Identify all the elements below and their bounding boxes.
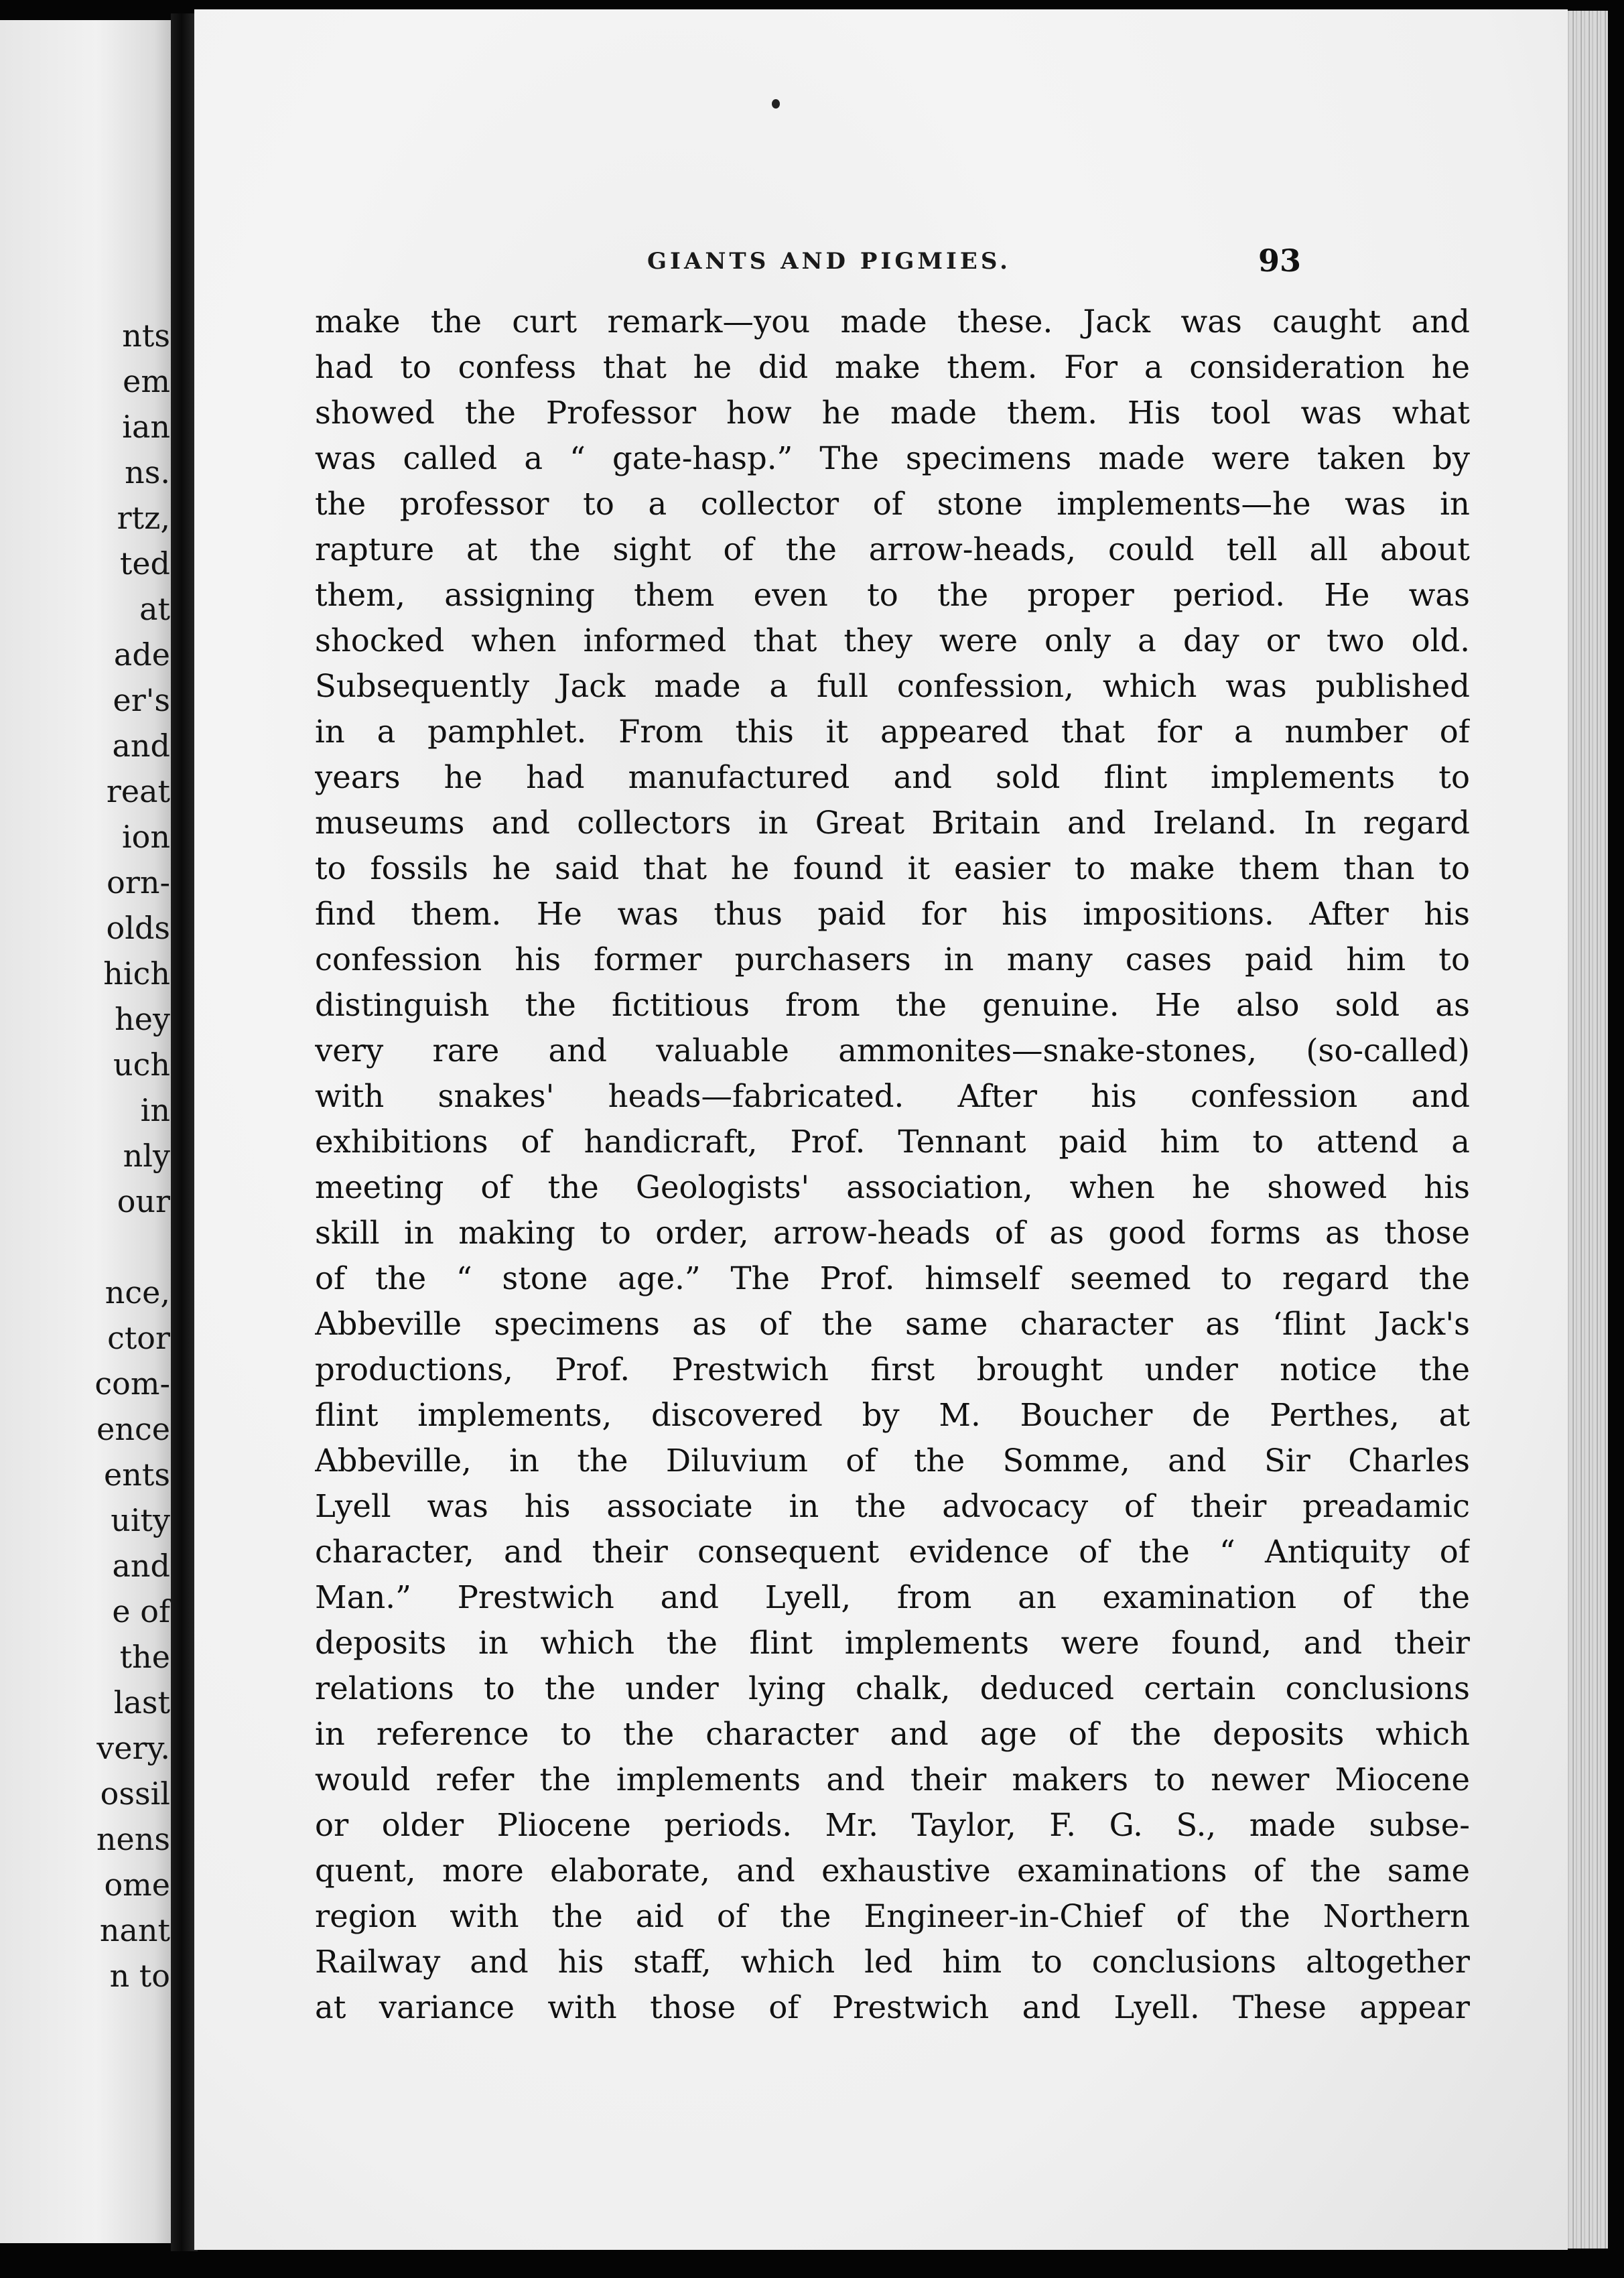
text-line: character, and their consequent evidence of the “ Antiquity of xyxy=(315,1534,1470,1570)
facing-page-line-fragment: nly xyxy=(123,1138,170,1174)
facing-page-line-fragment: nens xyxy=(96,1821,170,1857)
text-line: Railway and his staff, which led him to conclusions altogether xyxy=(315,1944,1470,1980)
text-line: Subsequently Jack made a full confession, which was published xyxy=(315,668,1470,704)
facing-page-line-fragment: uch xyxy=(113,1047,170,1083)
text-line: deposits in which the flint implements were found, and their xyxy=(315,1625,1470,1661)
text-line: years he had manufactured and sold flint implements to xyxy=(315,759,1470,795)
text-line: find them. He was thus paid for his impositions. After his xyxy=(315,896,1470,932)
facing-page-line-fragment: hich xyxy=(103,955,170,992)
text-line: Man.” Prestwich and Lyell, from an examination of the xyxy=(315,1579,1470,1615)
facing-page-line-fragment: very. xyxy=(96,1730,170,1766)
facing-page-line-fragment: last xyxy=(113,1684,170,1721)
text-line: make the curt remark—you made these. Jack was caught and xyxy=(315,304,1470,340)
text-line: in a pamphlet. From this it appeared that for a number of xyxy=(315,714,1470,750)
facing-page-line-fragment: orn- xyxy=(107,864,170,900)
facing-page-line-fragment: er's xyxy=(113,682,170,718)
facing-page-line-fragment: ian xyxy=(122,409,170,445)
text-line: them, assigning them even to the proper period. He was xyxy=(315,577,1470,613)
page-93 xyxy=(194,9,1568,2250)
facing-page-line-fragment: nce, xyxy=(105,1274,170,1311)
text-line: exhibitions of handicraft, Prof. Tennant paid him to attend a xyxy=(315,1124,1470,1160)
text-line: to fossils he said that he found it easier to make them than to xyxy=(315,850,1470,886)
facing-page-line-fragment: ctor xyxy=(107,1320,170,1356)
text-line: Abbeville specimens as of the same character as ‘flint Jack's xyxy=(315,1306,1470,1342)
text-line: region with the aid of the Engineer-in-Chief of the Northern xyxy=(315,1898,1470,1934)
facing-page-line-fragment: nts xyxy=(122,318,170,354)
text-line: Abbeville, in the Diluvium of the Somme, and Sir Charles xyxy=(315,1443,1470,1479)
text-line: in reference to the character and age of the deposits which xyxy=(315,1716,1470,1752)
facing-page-left xyxy=(0,20,176,2243)
text-line: would refer the implements and their makers to newer Miocene xyxy=(315,1761,1470,1798)
facing-page-line-fragment: the xyxy=(119,1639,170,1675)
facing-page-line-fragment: our xyxy=(117,1183,170,1219)
facing-page-line-fragment: ion xyxy=(121,819,170,855)
facing-page-line-fragment: in xyxy=(140,1092,170,1128)
facing-page-line-fragment: olds xyxy=(106,910,170,946)
facing-page-line-fragment: ns. xyxy=(125,454,170,490)
text-line: relations to the under lying chalk, deduced certain conclusions xyxy=(315,1670,1470,1706)
text-line: had to confess that he did make them. For a consideration he xyxy=(315,349,1470,385)
facing-page-line-fragment: em xyxy=(123,363,170,399)
facing-page-line-fragment: ents xyxy=(104,1457,170,1493)
text-line: distinguish the fictitious from the genuine. He also sold as xyxy=(315,987,1470,1023)
book-gutter xyxy=(171,13,198,2251)
text-line: flint implements, discovered by M. Boucher de Perthes, at xyxy=(315,1397,1470,1433)
facing-page-line-fragment: reat xyxy=(106,773,170,809)
facing-page-line-fragment: ence xyxy=(96,1411,170,1447)
text-line: meeting of the Geologists' association, when he showed his xyxy=(315,1169,1470,1205)
facing-page-line-fragment: n to xyxy=(109,1958,170,1994)
facing-page-line-fragment: rtz, xyxy=(117,500,170,536)
text-line: of the “ stone age.” The Prof. himself seemed to regard the xyxy=(315,1260,1470,1296)
text-line: showed the Professor how he made them. His tool was what xyxy=(315,395,1470,431)
page-number: 93 xyxy=(1258,243,1302,279)
text-line: Lyell was his associate in the advocacy of their preadamic xyxy=(315,1488,1470,1524)
text-line: museums and collectors in Great Britain and Ireland. In regard xyxy=(315,805,1470,841)
page-edges xyxy=(1561,11,1608,2249)
facing-page-line-fragment: and xyxy=(112,1548,170,1584)
text-line: shocked when informed that they were only a day or two old. xyxy=(315,622,1470,659)
text-line: productions, Prof. Prestwich first brought under notice the xyxy=(315,1351,1470,1388)
ink-speck xyxy=(772,99,780,109)
facing-page-line-fragment: ade xyxy=(113,636,170,673)
text-line: skill in making to order, arrow-heads of as good forms as those xyxy=(315,1215,1470,1251)
facing-page-line-fragment: ome xyxy=(104,1867,170,1903)
text-line: confession his former purchasers in many cases paid him to xyxy=(315,941,1470,978)
facing-page-line-fragment: ossil xyxy=(100,1776,170,1812)
text-line: with snakes' heads—fabricated. After his confession and xyxy=(315,1078,1470,1114)
facing-page-line-fragment: nant xyxy=(99,1912,170,1948)
text-line: quent, more elaborate, and exhaustive examinations of the same xyxy=(315,1853,1470,1889)
facing-page-line-fragment: hey xyxy=(115,1001,170,1037)
facing-page-line-fragment: uity xyxy=(111,1502,170,1538)
running-head: GIANTS AND PIGMIES. xyxy=(647,248,1012,275)
facing-page-line-fragment: ted xyxy=(119,545,170,582)
facing-page-line-fragment: and xyxy=(112,728,170,764)
body-text xyxy=(315,299,1470,2030)
facing-page-line-fragment: com- xyxy=(94,1365,170,1402)
facing-page-line-fragment: at xyxy=(139,591,170,627)
facing-page-line-fragment: e of xyxy=(112,1593,170,1629)
text-line: rapture at the sight of the arrow-heads, could tell all about xyxy=(315,531,1470,567)
text-line: or older Pliocene periods. Mr. Taylor, F. G. S., made subse- xyxy=(315,1807,1470,1843)
text-line: very rare and valuable ammonites—snake-stones, (so-called) xyxy=(315,1032,1470,1069)
text-line: at variance with those of Prestwich and Lyell. These appear xyxy=(315,1989,1470,2025)
text-line: the professor to a collector of stone implements—he was in xyxy=(315,486,1470,522)
text-line: was called a “ gate-hasp.” The specimens made were taken by xyxy=(315,440,1470,476)
